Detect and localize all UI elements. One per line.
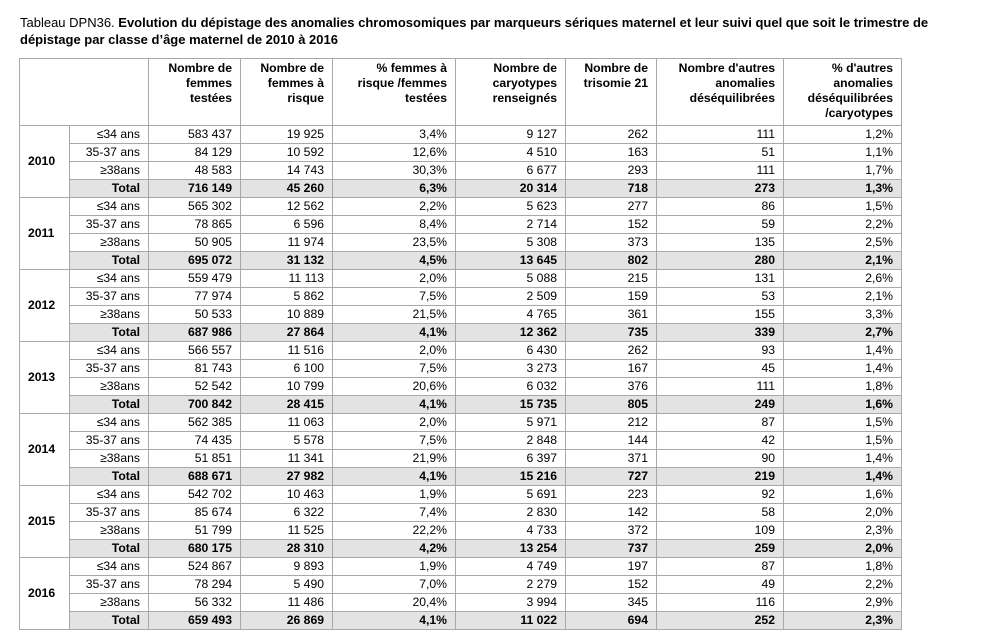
- value-cell: 90: [657, 450, 784, 468]
- value-cell: 277: [566, 198, 657, 216]
- value-cell: 6,3%: [333, 180, 456, 198]
- value-cell: 1,2%: [784, 126, 902, 144]
- value-cell: 1,4%: [784, 450, 902, 468]
- table-row: [20, 216, 902, 234]
- value-cell: 2 830: [456, 504, 566, 522]
- year-cell: 2015: [20, 486, 70, 558]
- value-cell: 688 671: [149, 468, 241, 486]
- value-cell: 695 072: [149, 252, 241, 270]
- value-cell: 81 743: [149, 360, 241, 378]
- age-class-cell: ≤34 ans: [70, 558, 149, 576]
- value-cell: 2,0%: [333, 342, 456, 360]
- age-class-cell: 35-37 ans: [70, 576, 149, 594]
- header-autres-anomalies: Nombre d'autres anomalies déséquilibrées: [657, 59, 784, 126]
- value-cell: 735: [566, 324, 657, 342]
- year-cell: 2014: [20, 414, 70, 486]
- value-cell: 159: [566, 288, 657, 306]
- table-row: [20, 558, 902, 576]
- value-cell: 718: [566, 180, 657, 198]
- value-cell: 15 216: [456, 468, 566, 486]
- value-cell: 5 862: [241, 288, 333, 306]
- value-cell: 11 022: [456, 612, 566, 630]
- age-class-cell: ≥38ans: [70, 306, 149, 324]
- age-class-cell: ≤34 ans: [70, 198, 149, 216]
- value-cell: 1,1%: [784, 144, 902, 162]
- value-cell: 273: [657, 180, 784, 198]
- year-cell: 2016: [20, 558, 70, 630]
- age-class-cell: Total: [70, 612, 149, 630]
- value-cell: 8,4%: [333, 216, 456, 234]
- header-corner: [20, 59, 149, 126]
- value-cell: 85 674: [149, 504, 241, 522]
- value-cell: 339: [657, 324, 784, 342]
- value-cell: 27 864: [241, 324, 333, 342]
- value-cell: 155: [657, 306, 784, 324]
- value-cell: 694: [566, 612, 657, 630]
- value-cell: 371: [566, 450, 657, 468]
- value-cell: 1,4%: [784, 468, 902, 486]
- header-trisomie-21: Nombre de trisomie 21: [566, 59, 657, 126]
- value-cell: 11 063: [241, 414, 333, 432]
- value-cell: 167: [566, 360, 657, 378]
- value-cell: 77 974: [149, 288, 241, 306]
- age-class-cell: Total: [70, 324, 149, 342]
- value-cell: 49: [657, 576, 784, 594]
- value-cell: 1,6%: [784, 396, 902, 414]
- value-cell: 2,1%: [784, 252, 902, 270]
- value-cell: 11 486: [241, 594, 333, 612]
- value-cell: 1,9%: [333, 486, 456, 504]
- value-cell: 1,6%: [784, 486, 902, 504]
- value-cell: 163: [566, 144, 657, 162]
- value-cell: 28 415: [241, 396, 333, 414]
- value-cell: 6 677: [456, 162, 566, 180]
- value-cell: 2 279: [456, 576, 566, 594]
- age-class-cell: ≤34 ans: [70, 414, 149, 432]
- value-cell: 5 691: [456, 486, 566, 504]
- value-cell: 3,4%: [333, 126, 456, 144]
- value-cell: 20,4%: [333, 594, 456, 612]
- value-cell: 50 905: [149, 234, 241, 252]
- value-cell: 20,6%: [333, 378, 456, 396]
- value-cell: 687 986: [149, 324, 241, 342]
- value-cell: 215: [566, 270, 657, 288]
- table-row: [20, 450, 902, 468]
- value-cell: 10 889: [241, 306, 333, 324]
- value-cell: 3 273: [456, 360, 566, 378]
- total-row: [20, 324, 902, 342]
- value-cell: 9 893: [241, 558, 333, 576]
- value-cell: 11 113: [241, 270, 333, 288]
- age-class-cell: 35-37 ans: [70, 144, 149, 162]
- value-cell: 680 175: [149, 540, 241, 558]
- value-cell: 78 865: [149, 216, 241, 234]
- table-row: [20, 126, 902, 144]
- total-row: [20, 540, 902, 558]
- value-cell: 5 971: [456, 414, 566, 432]
- value-cell: 30,3%: [333, 162, 456, 180]
- table-row: [20, 594, 902, 612]
- value-cell: 11 525: [241, 522, 333, 540]
- value-cell: 4,5%: [333, 252, 456, 270]
- value-cell: 559 479: [149, 270, 241, 288]
- value-cell: 2 509: [456, 288, 566, 306]
- value-cell: 2,3%: [784, 612, 902, 630]
- value-cell: 4,1%: [333, 396, 456, 414]
- table-row: [20, 234, 902, 252]
- value-cell: 5 490: [241, 576, 333, 594]
- value-cell: 74 435: [149, 432, 241, 450]
- value-cell: 12 562: [241, 198, 333, 216]
- value-cell: 131: [657, 270, 784, 288]
- value-cell: 212: [566, 414, 657, 432]
- value-cell: 2,6%: [784, 270, 902, 288]
- value-cell: 51 851: [149, 450, 241, 468]
- age-class-cell: Total: [70, 396, 149, 414]
- value-cell: 7,5%: [333, 288, 456, 306]
- table-row: [20, 270, 902, 288]
- value-cell: 13 645: [456, 252, 566, 270]
- value-cell: 659 493: [149, 612, 241, 630]
- value-cell: 4,1%: [333, 324, 456, 342]
- value-cell: 1,9%: [333, 558, 456, 576]
- table-row: [20, 378, 902, 396]
- value-cell: 58: [657, 504, 784, 522]
- value-cell: 565 302: [149, 198, 241, 216]
- value-cell: 86: [657, 198, 784, 216]
- table-row: [20, 414, 902, 432]
- value-cell: 152: [566, 576, 657, 594]
- value-cell: 2,0%: [333, 414, 456, 432]
- age-class-cell: Total: [70, 180, 149, 198]
- value-cell: 2,0%: [784, 540, 902, 558]
- age-class-cell: 35-37 ans: [70, 216, 149, 234]
- value-cell: 111: [657, 378, 784, 396]
- value-cell: 1,3%: [784, 180, 902, 198]
- value-cell: 45 260: [241, 180, 333, 198]
- value-cell: 6 322: [241, 504, 333, 522]
- value-cell: 566 557: [149, 342, 241, 360]
- value-cell: 219: [657, 468, 784, 486]
- value-cell: 2 848: [456, 432, 566, 450]
- value-cell: 562 385: [149, 414, 241, 432]
- value-cell: 1,8%: [784, 558, 902, 576]
- table-row: [20, 198, 902, 216]
- value-cell: 7,0%: [333, 576, 456, 594]
- header-femmes-testees: Nombre de femmes testées: [149, 59, 241, 126]
- caption-label: Tableau DPN36.: [20, 15, 115, 30]
- age-class-cell: ≥38ans: [70, 162, 149, 180]
- age-class-cell: ≥38ans: [70, 522, 149, 540]
- value-cell: 3,3%: [784, 306, 902, 324]
- value-cell: 197: [566, 558, 657, 576]
- value-cell: 542 702: [149, 486, 241, 504]
- value-cell: 6 100: [241, 360, 333, 378]
- table-row: [20, 288, 902, 306]
- value-cell: 12 362: [456, 324, 566, 342]
- value-cell: 5 088: [456, 270, 566, 288]
- value-cell: 10 592: [241, 144, 333, 162]
- value-cell: 12,6%: [333, 144, 456, 162]
- age-class-cell: 35-37 ans: [70, 288, 149, 306]
- value-cell: 92: [657, 486, 784, 504]
- value-cell: 737: [566, 540, 657, 558]
- value-cell: 2,0%: [784, 504, 902, 522]
- age-class-cell: Total: [70, 540, 149, 558]
- value-cell: 7,5%: [333, 432, 456, 450]
- value-cell: 1,8%: [784, 378, 902, 396]
- value-cell: 9 127: [456, 126, 566, 144]
- age-class-cell: ≥38ans: [70, 234, 149, 252]
- header-row: [20, 59, 902, 126]
- table-row: [20, 162, 902, 180]
- value-cell: 280: [657, 252, 784, 270]
- value-cell: 1,5%: [784, 432, 902, 450]
- value-cell: 5 308: [456, 234, 566, 252]
- value-cell: 361: [566, 306, 657, 324]
- value-cell: 23,5%: [333, 234, 456, 252]
- value-cell: 14 743: [241, 162, 333, 180]
- age-class-cell: Total: [70, 468, 149, 486]
- value-cell: 4 510: [456, 144, 566, 162]
- value-cell: 4 749: [456, 558, 566, 576]
- value-cell: 524 867: [149, 558, 241, 576]
- table-caption: [20, 14, 980, 48]
- value-cell: 805: [566, 396, 657, 414]
- age-class-cell: ≥38ans: [70, 378, 149, 396]
- value-cell: 135: [657, 234, 784, 252]
- value-cell: 249: [657, 396, 784, 414]
- total-row: [20, 468, 902, 486]
- value-cell: 2,5%: [784, 234, 902, 252]
- value-cell: 48 583: [149, 162, 241, 180]
- value-cell: 727: [566, 468, 657, 486]
- age-class-cell: ≤34 ans: [70, 342, 149, 360]
- value-cell: 1,5%: [784, 198, 902, 216]
- value-cell: 11 516: [241, 342, 333, 360]
- value-cell: 3 994: [456, 594, 566, 612]
- value-cell: 700 842: [149, 396, 241, 414]
- value-cell: 293: [566, 162, 657, 180]
- value-cell: 22,2%: [333, 522, 456, 540]
- value-cell: 2,2%: [784, 216, 902, 234]
- value-cell: 10 799: [241, 378, 333, 396]
- table-row: [20, 576, 902, 594]
- value-cell: 4 765: [456, 306, 566, 324]
- value-cell: 142: [566, 504, 657, 522]
- value-cell: 2,9%: [784, 594, 902, 612]
- header-femmes-a-risque: Nombre de femmes à risque: [241, 59, 333, 126]
- value-cell: 2,1%: [784, 288, 902, 306]
- value-cell: 111: [657, 162, 784, 180]
- value-cell: 28 310: [241, 540, 333, 558]
- age-class-cell: ≤34 ans: [70, 270, 149, 288]
- value-cell: 20 314: [456, 180, 566, 198]
- value-cell: 262: [566, 126, 657, 144]
- value-cell: 152: [566, 216, 657, 234]
- total-row: [20, 252, 902, 270]
- table-row: [20, 522, 902, 540]
- value-cell: 42: [657, 432, 784, 450]
- year-cell: 2011: [20, 198, 70, 270]
- value-cell: 6 032: [456, 378, 566, 396]
- year-cell: 2012: [20, 270, 70, 342]
- header-pct-risque: % femmes à risque /femmes testées: [333, 59, 456, 126]
- value-cell: 87: [657, 414, 784, 432]
- value-cell: 59: [657, 216, 784, 234]
- age-class-cell: ≤34 ans: [70, 126, 149, 144]
- value-cell: 2 714: [456, 216, 566, 234]
- age-class-cell: ≤34 ans: [70, 486, 149, 504]
- value-cell: 4,2%: [333, 540, 456, 558]
- value-cell: 111: [657, 126, 784, 144]
- year-cell: 2010: [20, 126, 70, 198]
- value-cell: 376: [566, 378, 657, 396]
- value-cell: 1,5%: [784, 414, 902, 432]
- value-cell: 2,7%: [784, 324, 902, 342]
- value-cell: 78 294: [149, 576, 241, 594]
- value-cell: 11 341: [241, 450, 333, 468]
- value-cell: 2,0%: [333, 270, 456, 288]
- header-pct-autres-anomalies: % d'autres anomalies déséquilibrées /caryotypes: [784, 59, 902, 126]
- value-cell: 583 437: [149, 126, 241, 144]
- value-cell: 87: [657, 558, 784, 576]
- value-cell: 21,5%: [333, 306, 456, 324]
- table-row: [20, 504, 902, 522]
- value-cell: 1,4%: [784, 360, 902, 378]
- value-cell: 6 596: [241, 216, 333, 234]
- value-cell: 4,1%: [333, 468, 456, 486]
- value-cell: 56 332: [149, 594, 241, 612]
- value-cell: 373: [566, 234, 657, 252]
- table-row: [20, 306, 902, 324]
- value-cell: 4,1%: [333, 612, 456, 630]
- value-cell: 51: [657, 144, 784, 162]
- value-cell: 26 869: [241, 612, 333, 630]
- age-class-cell: 35-37 ans: [70, 432, 149, 450]
- value-cell: 1,4%: [784, 342, 902, 360]
- value-cell: 716 149: [149, 180, 241, 198]
- value-cell: 252: [657, 612, 784, 630]
- total-row: [20, 180, 902, 198]
- value-cell: 10 463: [241, 486, 333, 504]
- value-cell: 13 254: [456, 540, 566, 558]
- value-cell: 11 974: [241, 234, 333, 252]
- value-cell: 345: [566, 594, 657, 612]
- table-row: [20, 486, 902, 504]
- age-class-cell: ≥38ans: [70, 594, 149, 612]
- value-cell: 262: [566, 342, 657, 360]
- value-cell: 5 578: [241, 432, 333, 450]
- caption-text: Evolution du dépistage des anomalies chromosomiques par marqueurs sériques maternel et leur suivi quel que soit le trimestre de dépistage par classe d’âge maternel de 2010 à 2016: [20, 15, 929, 47]
- value-cell: 21,9%: [333, 450, 456, 468]
- value-cell: 52 542: [149, 378, 241, 396]
- table-row: [20, 342, 902, 360]
- value-cell: 50 533: [149, 306, 241, 324]
- value-cell: 27 982: [241, 468, 333, 486]
- value-cell: 144: [566, 432, 657, 450]
- age-class-cell: 35-37 ans: [70, 360, 149, 378]
- table-row: [20, 432, 902, 450]
- value-cell: 4 733: [456, 522, 566, 540]
- value-cell: 84 129: [149, 144, 241, 162]
- age-class-cell: ≥38ans: [70, 450, 149, 468]
- value-cell: 6 430: [456, 342, 566, 360]
- table-row: [20, 144, 902, 162]
- value-cell: 802: [566, 252, 657, 270]
- value-cell: 53: [657, 288, 784, 306]
- value-cell: 6 397: [456, 450, 566, 468]
- value-cell: 93: [657, 342, 784, 360]
- value-cell: 2,3%: [784, 522, 902, 540]
- total-row: [20, 396, 902, 414]
- table-row: [20, 360, 902, 378]
- age-class-cell: Total: [70, 252, 149, 270]
- value-cell: 2,2%: [784, 576, 902, 594]
- value-cell: 31 132: [241, 252, 333, 270]
- value-cell: 1,7%: [784, 162, 902, 180]
- header-caryotypes: Nombre de caryotypes renseignés: [456, 59, 566, 126]
- value-cell: 259: [657, 540, 784, 558]
- value-cell: 51 799: [149, 522, 241, 540]
- screening-table: [19, 58, 902, 630]
- value-cell: 223: [566, 486, 657, 504]
- value-cell: 19 925: [241, 126, 333, 144]
- value-cell: 7,5%: [333, 360, 456, 378]
- value-cell: 2,2%: [333, 198, 456, 216]
- age-class-cell: 35-37 ans: [70, 504, 149, 522]
- value-cell: 15 735: [456, 396, 566, 414]
- total-row: [20, 612, 902, 630]
- value-cell: 7,4%: [333, 504, 456, 522]
- table-body: [20, 126, 902, 630]
- value-cell: 45: [657, 360, 784, 378]
- value-cell: 5 623: [456, 198, 566, 216]
- value-cell: 109: [657, 522, 784, 540]
- value-cell: 116: [657, 594, 784, 612]
- year-cell: 2013: [20, 342, 70, 414]
- value-cell: 372: [566, 522, 657, 540]
